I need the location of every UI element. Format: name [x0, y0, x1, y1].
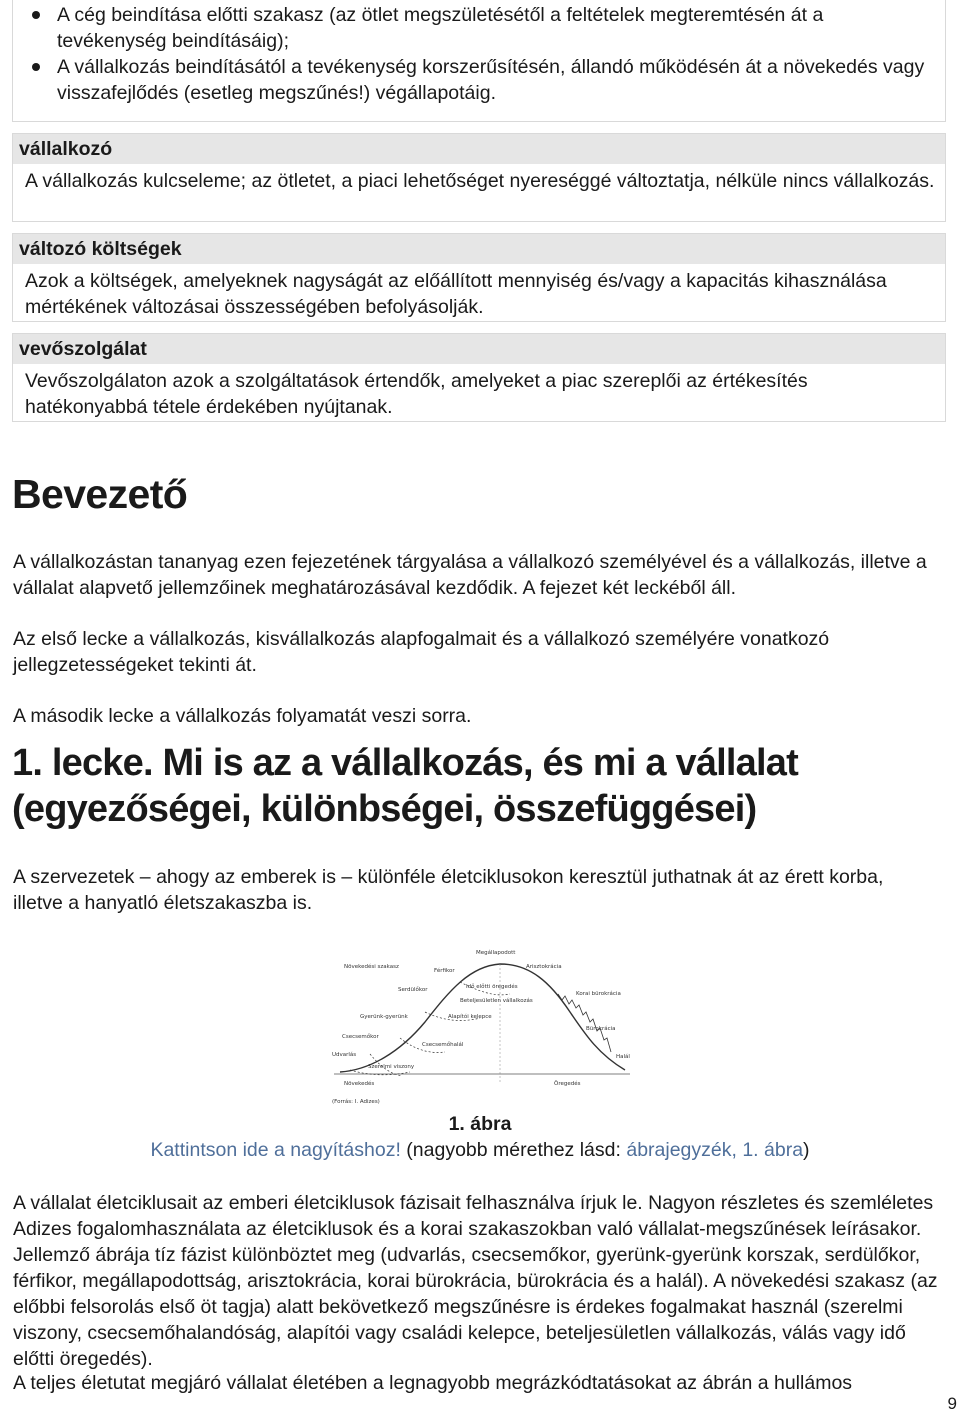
list-item: A vállalkozás beindításától a tevékenység korszerűsítésén, állandó működésén át a növekedés vagy visszafejlődés (esetleg megszűnés!) végállapotáig.	[13, 54, 945, 106]
figure-label: Megállapodott	[476, 950, 516, 956]
lifecycle-figure	[330, 942, 640, 1107]
figure-links	[0, 1139, 960, 1162]
figure-label: Férfikor	[434, 968, 455, 974]
paragraph: A vállalkozástan tananyag ezen fejezetének tárgyalása a vállalkozó személyével és a vállalkozás, illetve a vállalat alapvető jellemzőinek meghatározásával kezdődik. A fejezet két leckéből áll.	[13, 551, 927, 599]
page-number: 9	[947, 1394, 957, 1413]
figure-label: Serdülőkor	[398, 987, 428, 993]
figure-label: Csecsemőkor	[342, 1034, 379, 1040]
paragraph: Az első lecke a vállalkozás, kisvállalkozás alapfogalmait és a vállalkozó személyére vonatkozó jellegzetességeket tekinti át.	[13, 628, 830, 676]
figure-label: Arisztokrácia	[526, 964, 562, 970]
figure-label: Csecsemőhalál	[422, 1042, 464, 1048]
figure-label: Öregedés	[554, 1081, 581, 1087]
link-text: )	[803, 1139, 810, 1161]
figure-caption: 1. ábra	[448, 1113, 512, 1135]
figure-label: Gyerünk-gyerünk	[360, 1014, 408, 1020]
paragraph: A második lecke a vállalkozás folyamatát veszi sorra.	[13, 705, 472, 727]
bullet-list	[13, 2, 945, 106]
glossary-term: változó költségek	[13, 234, 945, 264]
list-item: A cég beindítása előtti szakasz (az ötlet megszületésétől a feltételek megteremtésén át a tevékenység beindításáig);	[13, 2, 945, 54]
figure-label: Növekedés	[344, 1081, 375, 1087]
glossary-term: vevőszolgálat	[13, 334, 945, 364]
lesson-heading: 1. lecke. Mi is az a vállalkozás, és mi a vállalat (egyezőségei, különbségei, összefüggései)	[12, 742, 798, 830]
zigzag-line	[558, 994, 611, 1052]
figure-label: Bürokrácia	[586, 1026, 616, 1032]
figure-label: Idő előtti öregedés	[466, 984, 518, 990]
figure-label: Növekedési szakasz	[344, 964, 399, 970]
glossary-entry-vallalkozo	[12, 133, 946, 222]
link-text: (nagyobb mérethez lásd:	[400, 1139, 627, 1161]
glossary-term: vállalkozó	[13, 134, 945, 164]
glossary-definition: Vevőszolgálaton azok a szolgáltatások értendők, amelyeket a piac szereplői az értékesítés hatékonyabbá tétele érdekében nyújtanak.	[25, 370, 808, 418]
bullet-list-box	[12, 0, 946, 122]
glossary-definition: A vállalkozás kulcseleme; az ötletet, a piaci lehetőséget nyereséggé változtatja, nélküle nincs vállalkozás.	[25, 170, 935, 192]
figure-label: Udvarlás	[332, 1052, 357, 1058]
glossary-definition: Azok a költségek, amelyeknek nagyságát az előállított mennyiség és/vagy a kapacitás kihasználása mértékének változásai összességében befolyásolják.	[25, 270, 887, 318]
glossary-entry-vevoszolgalat	[12, 333, 946, 422]
paragraph: A vállalat életciklusait az emberi életciklusok fázisait felhasználva írjuk le. Nagyon részletes és szemléletes Adizes fogalomhasználata az életciklusok és a korai szakaszokban való vállalat-megszűnések leírásakor. Jellemző ábrája tíz fázist különböztet meg (udvarlás, csecsemőkor, gyerünk-gyerünk korszak, serdülőkor, férfikor, megállapodottság, arisztokrácia, korai bürokrácia, bürokrácia és a halál). A növekedési szakasz (az előbbi felsorolás első öt tagja) alatt bekövetkező megszűnésre is érdekes fogalmakat használ (szerelmi viszony, csecsemőhalandóság, alapítói vagy családi kelepce, beteljesületlen vállalkozás, válás vagy idő előtti öregedés).	[13, 1192, 938, 1370]
figure-source: (Forrás: I. Adizes)	[332, 1099, 380, 1105]
figure-label: Beteljesületlen vállalkozás	[460, 998, 533, 1004]
figure-list-link[interactable]: ábrajegyzék, 1. ábra	[626, 1139, 804, 1161]
figure-label: Halál	[616, 1054, 630, 1060]
paragraph: A szervezetek – ahogy az emberek is – különféle életciklusokon keresztül juthatnak át az érett korba, illetve a hanyatló életszakaszba is.	[13, 866, 884, 914]
figure-label: Szerelmi viszony	[368, 1064, 415, 1070]
zoom-link[interactable]: Kattintson ide a nagyításhoz!	[150, 1139, 401, 1161]
section-heading: Bevezető	[12, 471, 188, 517]
figure-label: Alapítói kelepce	[448, 1014, 492, 1020]
figure-label: Korai bürokrácia	[576, 991, 621, 997]
paragraph: A teljes életutat megjáró vállalat életében a legnagyobb megrázkódtatásokat az ábrán a hullámos	[13, 1372, 853, 1394]
glossary-entry-valtozo-koltsegek	[12, 233, 946, 322]
